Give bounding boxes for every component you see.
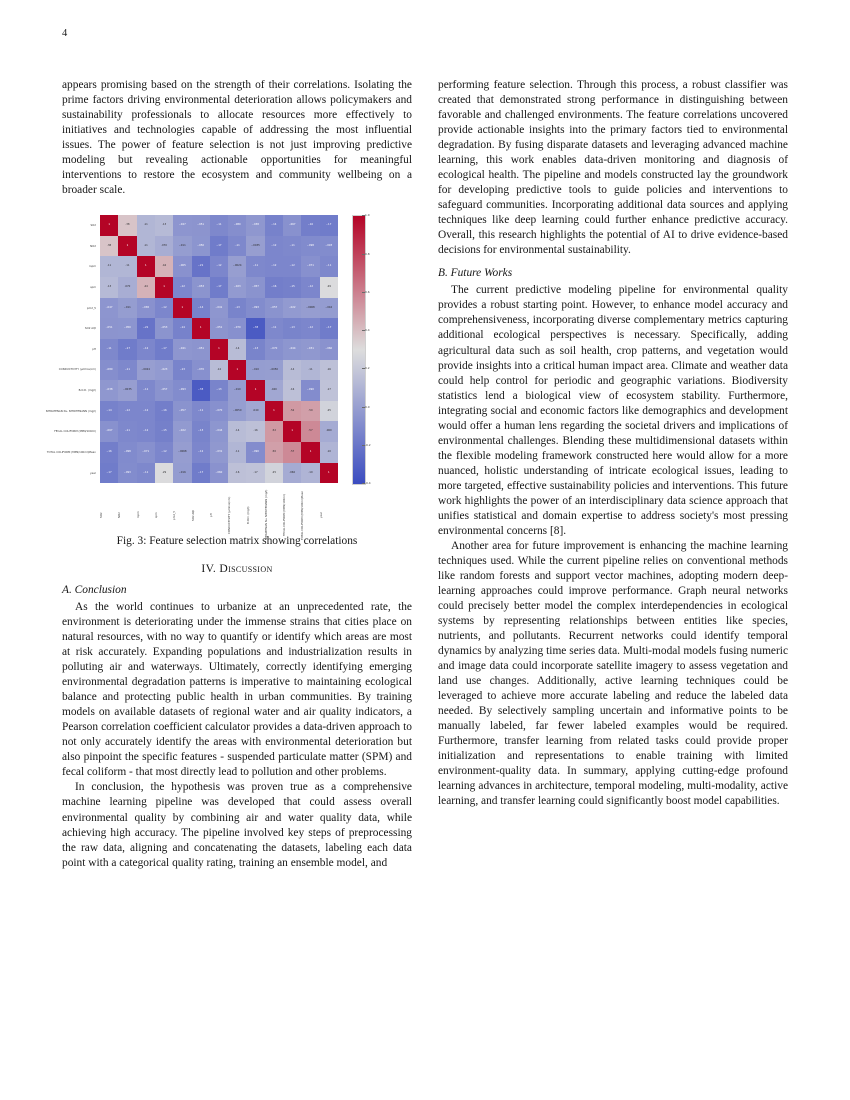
heatmap-cell: -.031 [301,339,319,360]
colorbar-tick-label: 1.0 [365,213,370,218]
heatmap-cell: -.17 [100,463,118,484]
heatmap-cell: 1 [192,318,210,339]
heatmap-cell: .14 [283,360,301,381]
heatmap-x-tick-label: SO2 [99,512,103,519]
heatmap-cell: -.11 [118,421,136,442]
heatmap-cell: -.12 [137,421,155,442]
heatmap-cell: 1 [246,380,264,401]
heatmap-cell-grid [100,215,338,483]
heatmap-cell: -.053 [155,318,173,339]
heatmap-cell: 1 [228,360,246,381]
heatmap-cell: -.044 [210,421,228,442]
heatmap-cell: 1 [320,463,338,484]
heatmap-cell: .17 [246,463,264,484]
heatmap-y-tick-label: SO2 AQI [84,326,96,331]
colorbar-tick-label: 0.6 [365,289,370,294]
heatmap-cell: -.12 [118,401,136,422]
heatmap-cell: -.080 [228,215,246,236]
figure-3 [45,209,412,549]
heatmap-cell: .13 [100,277,118,298]
heatmap-x-tick-label: TOTAL COLIFORM (MPN/100ml)Mean [300,490,305,540]
heatmap-y-tick-label: FECAL COLIFORM (MPN/100ml) [54,429,96,434]
heatmap-cell: -.11 [283,236,301,257]
heatmap-y-tick-label: CONDUCTIVITY (µmhos/cm) [58,367,96,372]
heatmap-cell: -.070 [210,401,228,422]
heatmap-y-tick-label: pm2_5 [86,305,96,310]
heatmap-cell: -.057 [155,380,173,401]
heatmap-cell: .50 [265,442,283,463]
heatmap-cell: -.16 [265,277,283,298]
heatmap-cell: -.010 [246,360,264,381]
heatmap-cell: -.065 [137,298,155,319]
heatmap-cell: -.050 [118,318,136,339]
heatmap-cell: -.21 [137,318,155,339]
heatmap-cell: -.15 [283,277,301,298]
heatmap-x-tick-label: FECAL COLIFORM (MPN/100ml) [282,494,287,537]
heatmap-cell: -.17 [320,318,338,339]
heatmap-x-tick-label: spm [153,512,158,519]
heatmap-cell: 1 [210,339,228,360]
heatmap-cell: -.17 [118,339,136,360]
heatmap-cell: -.067 [100,421,118,442]
heatmap-cell: -.093 [118,463,136,484]
heatmap-cell: .52 [265,421,283,442]
heatmap-cell: .29 [320,277,338,298]
heatmap-cell: .38 [118,215,136,236]
heatmap-cell: .14 [228,339,246,360]
subsection-heading-conclusion: A. Conclusion [62,584,127,597]
heatmap-cell: -.12 [301,318,319,339]
heatmap-cell: -.12 [155,442,173,463]
heatmap-cell: -.065 [173,256,191,277]
heatmap-cell: -.038 [246,215,264,236]
heatmap-cell: -.080 [100,360,118,381]
heatmap-cell: .11 [137,215,155,236]
heatmap-cell: -.11 [210,215,228,236]
heatmap-cell: -.12 [301,277,319,298]
heatmap-cell: .38 [100,236,118,257]
heatmap-cell: -.0035 [118,380,136,401]
heatmap-cell: .57 [283,442,301,463]
heatmap-cell: -.14 [192,298,210,319]
subsection-heading-future-works: B. Future Works [438,267,513,280]
heatmap-cell: -.067 [283,215,301,236]
heatmap-cell: -.11 [137,380,155,401]
heatmap-cell: -.023 [228,277,246,298]
heatmap-cell: -.090 [246,442,264,463]
heatmap-cell: 1 [137,256,155,277]
heatmap-cell: -.14 [100,401,118,422]
heatmap-cell: -.023 [155,360,173,381]
heatmap-cell: -.0050 [228,401,246,422]
heatmap-cell: -.13 [246,339,264,360]
heatmap-cell: .060 [283,463,301,484]
heatmap-cell: -.0068 [173,442,191,463]
heatmap-cell: -.14 [173,318,191,339]
heatmap-cell: -.0068 [301,298,319,319]
heatmap-y-axis-labels [45,215,98,483]
heatmap-cell: -.16 [301,215,319,236]
heatmap-x-tick-label: NITRATENAN N+ NITRITENANN (mg/l) [263,490,268,541]
heatmap-x-tick-label: NO2 [117,512,122,519]
colorbar-tick-label: -0.4 [365,481,371,486]
future-works-paragraph-1: The current predictive modeling pipeline for environmental quality provides a robust starting point. However, to enhance model accuracy and comprehensiveness, incorporating diverse complementary metrics capturing additional ecological perspectives is necessary. Specifically, adding agricultural data such as soil health, crop patterns, and vegetation would provide insights into a critical human impact area. Climate and weather data could help control for periodic and geographic variations. Biodiversity statistics lend a biological view of ecosystem stability. Furthermore, integrating social and economic factors like demographics and development would offer a human lens regarding the societal drivers and implications of environmental challenges. Blending these multidimensional datasets within the flexible modeling framework constructed here would allow for a more nuanced, holistic understanding of intricate ecological issues, leading to more targeted, effective sustainability policies and interventions. This future work highlights the power of an interdisciplinary data science approach that unifies statistical and domain expertise to address society's most pressing environmental concerns [8]. [438,284,788,537]
heatmap-cell: -.12 [137,401,155,422]
heatmap-cell: -.21 [192,256,210,277]
heatmap-cell: -.17 [192,463,210,484]
heatmap-cell: -.071 [137,442,155,463]
heatmap-cell: -.13 [210,380,228,401]
heatmap-cell: .16 [283,380,301,401]
heatmap-cell: -.016 [320,298,338,319]
heatmap-cell: .50 [301,401,319,422]
heatmap-cell: 1 [173,298,191,319]
heatmap-cell: .44 [137,277,155,298]
heatmap-cell: .16 [246,421,264,442]
heatmap-cell: -.14 [265,215,283,236]
heatmap-cell: -.057 [246,277,264,298]
heatmap-cell: -.0035 [246,236,264,257]
colorbar-tick-label: 0.0 [365,404,370,409]
heatmap-cell: -.17 [210,277,228,298]
heatmap-cell: .11 [137,236,155,257]
heatmap-y-tick-label: pH [92,346,96,351]
heatmap-cell: .57 [301,421,319,442]
heatmap-y-tick-label: year [90,470,96,475]
page-number: 4 [62,28,68,39]
heatmap-cell: -.093 [320,236,338,257]
heatmap-x-tick-label: rspm [135,511,140,519]
heatmap-cell: .14 [210,360,228,381]
heatmap-cell: -.070 [192,360,210,381]
heatmap-cell: 1 [100,215,118,236]
heatmap-cell: -.031 [210,442,228,463]
heatmap-cell: -.070 [265,339,283,360]
heatmap-cell: .11 [100,256,118,277]
heatmap-y-tick-label: TOTAL COLIFORM (MPN/100ml)Mean [46,449,96,454]
heatmap-cell: -.13 [173,360,191,381]
heatmap-cell: .060 [320,421,338,442]
conclusion-paragraph-2: In conclusion, the hypothesis was proven true as a comprehensive machine learning pipeline was developed that could assess overall environmental quality by combining air and water quality data, while achieving high accuracy. The pipeline involved key steps of preprocessing the raw data, aligning and concatenating the datasets, labeling each data point with a categorical quality rating, training an ensemble model, and [62,781,412,869]
heatmap-cell: -.044 [283,339,301,360]
heatmap-cell: -.12 [137,339,155,360]
colorbar-tick-label: 0.2 [365,366,370,371]
heatmap-cell: -.051 [192,215,210,236]
heatmap-cell: .17 [320,380,338,401]
heatmap-y-tick-label: B.O.D. (mg/l) [78,388,96,393]
heatmap-cell: -.098 [118,442,136,463]
heatmap-cell: .52 [283,401,301,422]
heatmap-cell: -.12 [265,256,283,277]
heatmap-cell: -.060 [320,339,338,360]
heatmap-cell: .070 [118,277,136,298]
left-column [45,78,412,1073]
heatmap-cell: -.050 [192,236,210,257]
heatmap-cell: -.051 [210,318,228,339]
heatmap-cell: -.041 [173,339,191,360]
heatmap-cell: .44 [155,256,173,277]
heatmap-cell: -.13 [228,298,246,319]
heatmap-cell: -.010 [228,380,246,401]
heatmap-cell: -.093 [246,298,264,319]
heatmap-cell: -.051 [192,339,210,360]
heatmap-colorbar-ticks [365,213,393,486]
heatmap-cell: -.11 [228,236,246,257]
heatmap-cell: -.17 [320,215,338,236]
heatmap-cell: -.093 [173,380,191,401]
heatmap-cell: -.070 [228,318,246,339]
heatmap-cell: .29 [155,463,173,484]
heatmap-cell: -.16 [155,401,173,422]
heatmap-cell: .16 [228,463,246,484]
heatmap-cell: .25 [265,463,283,484]
heatmap-cell: 1 [265,401,283,422]
heatmap-cell: 1 [155,277,173,298]
heatmap-cell: -.016 [173,463,191,484]
heatmap-y-tick-label: rspm [89,264,96,269]
heatmap-cell: -.17 [155,339,173,360]
heatmap-cell: .10 [320,442,338,463]
heatmap-x-tick-label: CONDUCTIVITY (µmhos/cm) [227,496,232,534]
heatmap-cell: -.11 [137,463,155,484]
correlation-heatmap [45,209,412,541]
paragraph-continuation: appears promising based on the strength of their correlations. Isolating the prime factors driving environmental deterioration allows policymakers and sustainability professionals to allocate resources more effectively to initiatives and technologies capable of addressing the most influential issues. The power of feature selection is not just improving predictive modeling but revealing actionable opportunities for meaningful interventions to restore the ecosystem and community wellbeing on a broader scale. [62,79,412,197]
heatmap-cell: .13 [155,215,173,236]
heatmap-plot-area [100,215,338,483]
heatmap-x-tick-label: SO2 AQI [190,509,195,521]
heatmap-x-tick-label: B.O.D. (mg/l) [245,506,250,524]
colorbar-tick-label: -0.2 [365,442,371,447]
right-column [438,78,788,1073]
heatmap-cell: .16 [320,360,338,381]
heatmap-cell: -.060 [210,463,228,484]
heatmap-x-tick-label: year [318,512,323,519]
heatmap-y-tick-label: NO2 [90,243,96,248]
right-lead-paragraph: performing feature selection. Through this process, a robust classifier was created that demonstrated strong performance in distinguishing between favorable and challenged environments. The feature correlations uncovered provide actionable insights into the primary factors tied to environmental degradation. By fusing disparate datasets and leveraging advanced machine learning, this work enables data-driven monitoring and diagnosis of ecological health. The pipeline and models constructed lay the groundwork for developing predictive tools to guide policies and interventions to safeguard communities. Incorporating additional data sources and applying techniques like deep learning could further enhance predictive accuracy. Overall, this research highlights the potential of AI to drive evidence-based decisions for environmental sustainability. [438,79,788,257]
heatmap-cell: -.13 [192,421,210,442]
heatmap-cell: .11 [118,256,136,277]
conclusion-paragraph-1: As the world continues to urbanize at an unprecedented rate, the environment is deteriorating under the immense strains that cities place on natural resources, with no way to quantify or identify which areas are most at risk accurately. Expanding populations and industrialization results in polluting air and waterways. Ultimately, correctly identifying emerging environmental degradation patterns is imperative to maintaining ecological balance and protecting public health in urban communities. By training models on available datasets of regional water and air quality indicators, a Pearson correlation coefficient calculator provides a data-driven approach to not only accurately identify the areas with environmental deterioration but also pinpoint the specific features - suspended particulate matter (SPM) and fecal coliform - that most directly lead to pollution and other problems. [62,601,412,779]
heatmap-cell: -.11 [192,401,210,422]
heatmap-cell: -.0050 [265,360,283,381]
section-heading-discussion: IV. Discussion [201,562,273,576]
heatmap-cell: .11 [301,360,319,381]
heatmap-cell: -.022 [283,298,301,319]
heatmap-cell: .25 [320,401,338,422]
heatmap-cell: .070 [155,236,173,257]
heatmap-cell: -.12 [155,298,173,319]
heatmap-cell: -.0024 [137,360,155,381]
heatmap-cell: -.011 [118,298,136,319]
heatmap-cell: 1 [301,442,319,463]
heatmap-cell: 1 [118,236,136,257]
heatmap-cell: -.12 [210,256,228,277]
heatmap-y-tick-label: SO2 [90,223,96,228]
heatmap-cell: -.17 [210,236,228,257]
heatmap-cell: .11 [228,442,246,463]
heatmap-cell: -.011 [173,236,191,257]
heatmap-cell: -.022 [173,421,191,442]
heatmap-cell: .10 [301,463,319,484]
heatmap-cell: -.12 [283,256,301,277]
heatmap-x-tick-label: pH [208,513,213,518]
colorbar-tick-label: 0.4 [365,328,370,333]
heatmap-cell: -.047 [173,215,191,236]
future-works-paragraph-2: Another area for future improvement is enhancing the machine learning techniques used. While the current pipeline relies on conventional methods like random forests and support vector machines, adopting modern deep-learning approaches could improve performance. Graph neural networks could precisely better model the complex interdependencies in ecological systems by representing relationships between entities like species, nutrients, and pollutants. Recurrent networks could identify temporal dynamics by analyzing time series data. Multi-modal models fusing numeric and image data could incorporate satellite imagery to assess vegetation and land use changes. Additionally, active learning techniques could be leveraged to achieve more accurate labeling and reduce the labeled data needed. By selectively sampling uncertain and informative points to be manually labeled, far fewer labeled examples would be required. Furthermore, transfer learning from related tasks could provide proper initialization and representations to enable training with limited environment-quality data. In summary, applying cutting-edge profound learning advances in architecture, temporal modeling, multi-modality, active learning, and transfer learning could significantly boost model capabilities. [438,539,788,808]
heatmap-cell: -.090 [301,380,319,401]
heatmap-cell: .14 [228,421,246,442]
heatmap-cell: -.041 [210,298,228,319]
heatmap-y-tick-label: spm [90,285,96,290]
heatmap-cell: 1 [283,421,301,442]
heatmap-cell: -.071 [301,256,319,277]
heatmap-cell: -.053 [192,277,210,298]
heatmap-cell: -.047 [100,298,118,319]
heatmap-x-axis-labels [100,485,338,545]
heatmap-cell: -.12 [265,236,283,257]
heatmap-cell: -.12 [173,277,191,298]
heatmap-cell: -.038 [100,380,118,401]
heatmap-cell: -.11 [246,256,264,277]
heatmap-cell: -.13 [283,318,301,339]
two-column-body [45,78,788,1073]
heatmap-cell: -.16 [100,442,118,463]
heatmap-cell: -.057 [173,401,191,422]
heatmap-cell: .040 [246,401,264,422]
heatmap-cell: -.12 [192,442,210,463]
heatmap-cell: -.11 [320,256,338,277]
heatmap-x-tick-label: pm2_5 [172,510,177,520]
heatmap-cell: -.33 [246,318,264,339]
heatmap-cell: -.11 [118,360,136,381]
heatmap-cell: -.057 [265,298,283,319]
heatmap-y-tick-label: NITRATENAN N+ NITRITENANN (mg/l) [45,408,96,413]
heatmap-cell: -.11 [100,339,118,360]
heatmap-cell: -.33 [192,380,210,401]
colorbar-tick-label: 0.8 [365,251,370,256]
heatmap-cell: -.11 [265,318,283,339]
heatmap-cell: .040 [265,380,283,401]
heatmap-cell: -.051 [100,318,118,339]
figure-caption: Fig. 3: Feature selection matrix showing correlations [116,535,358,548]
heatmap-cell: -.15 [155,421,173,442]
heatmap-cell: -.098 [301,236,319,257]
heatmap-cell: -.0024 [228,256,246,277]
